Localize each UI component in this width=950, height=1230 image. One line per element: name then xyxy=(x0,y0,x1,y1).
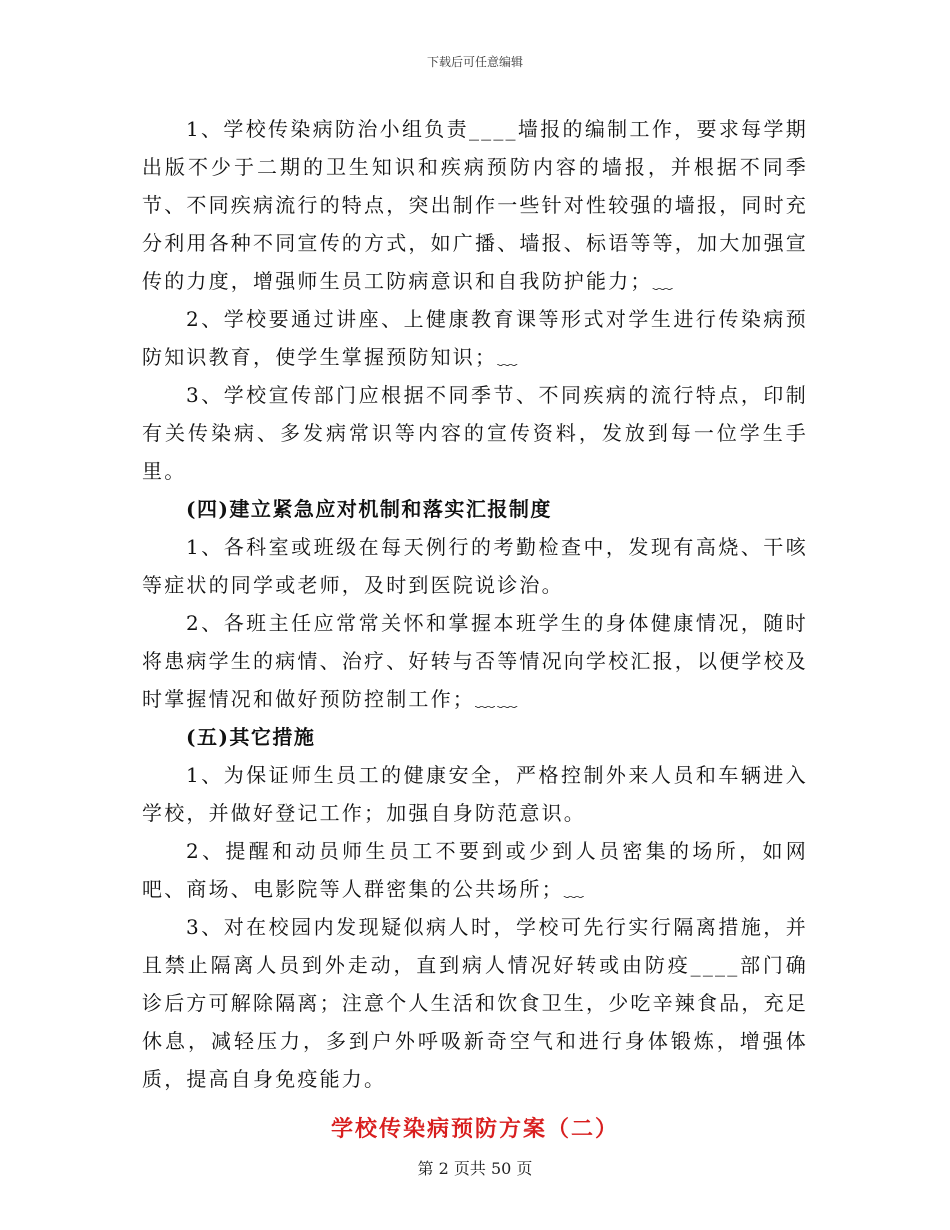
heading-section-5: (五)其它措施 xyxy=(186,725,316,749)
paragraph-4: 1、各科室或班级在每天例行的考勤检查中，发现有高烧、干咳等症状的同学或老师，及时到医院说诊治。 xyxy=(142,535,808,597)
paragraph-3: 3、学校宣传部门应根据不同季节、不同疾病的流行特点，印制有关传染病、多发病常识等内容的宣传资料，发放到每一位学生手里。 xyxy=(142,383,808,483)
document-body xyxy=(142,110,808,1148)
paragraph-2: 2、学校要通过讲座、上健康教育课等形式对学生进行传染病预防知识教育，使学生掌握预防知识；﹏ xyxy=(142,307,808,369)
paragraph-5: 2、各班主任应常常关怀和掌握本班学生的身体健康情况，随时将患病学生的病情、治疗、好转与否等情况向学校汇报，以便学校及时掌握情况和做好预防控制工作；﹏﹏ xyxy=(142,611,808,711)
heading-section-4: (四)建立紧急应对机制和落实汇报制度 xyxy=(186,497,552,521)
header-note: 下载后可任意编辑 xyxy=(426,55,523,69)
page-footer: 第 2 页共 50 页 xyxy=(417,1159,533,1178)
paragraph-7: 2、提醒和动员师生员工不要到或少到人员密集的场所，如网吧、商场、电影院等人群密集的公共场所；﹏ xyxy=(142,839,808,901)
paragraph-6: 1、为保证师生员工的健康安全，严格控制外来人员和车辆进入学校，并做好登记工作；加强自身防范意识。 xyxy=(142,763,808,825)
paragraph-8: 3、对在校园内发现疑似病人时，学校可先行实行隔离措施，并且禁止隔离人员到外走动，直到病人情况好转或由防疫____部门确诊后方可解除隔离；注意个人生活和饮食卫生，少吃辛辣食品，充足休息，减轻压力，多到户外呼吸新奇空气和进行身体锻炼，增强体质，提高自身免疫能力。 xyxy=(142,915,808,1091)
paragraph-1: 1、学校传染病防治小组负责____墙报的编制工作，要求每学期出版不少于二期的卫生知识和疾病预防内容的墙报，并根据不同季节、不同疾病流行的特点，突出制作一些针对性较强的墙报，同时充分利用各种不同宣传的方式，如广播、墙报、标语等等，加大加强宣传的力度，增强师生员工防病意识和自我防护能力；﹏ xyxy=(142,117,808,293)
section-title: 学校传染病预防方案（二） xyxy=(330,1116,619,1142)
